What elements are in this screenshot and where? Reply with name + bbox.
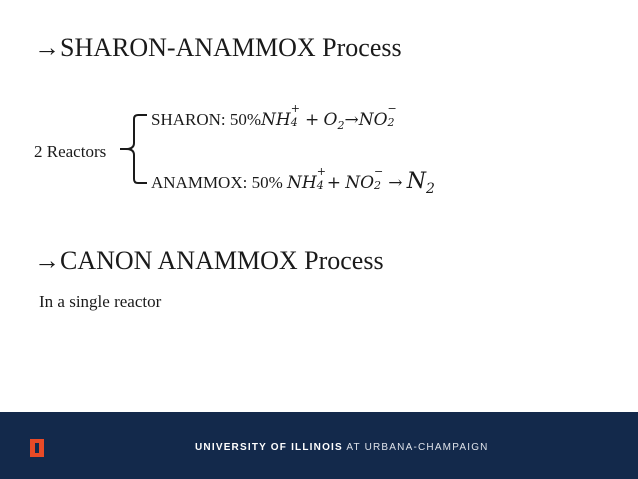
ammonium-symbol: NH bbox=[261, 110, 291, 130]
ammonium-charge: + bbox=[316, 165, 326, 178]
footer-band bbox=[0, 412, 638, 479]
sharon-equation bbox=[151, 102, 398, 137]
university-wordmark: UNIVERSITY OF ILLINOIS AT URBANA-CHAMPAIGN bbox=[195, 442, 489, 453]
reactors-label: 2 Reactors bbox=[34, 142, 107, 161]
plus-sign: + bbox=[326, 173, 341, 193]
reactor-bracket bbox=[112, 112, 152, 188]
nitrite-subscript: 2 bbox=[374, 179, 382, 192]
plus-sign: + bbox=[305, 110, 320, 130]
heading-sharon-anammox: →SHARON-ANAMMOX Process bbox=[34, 33, 402, 62]
ammonium-charge: + bbox=[290, 102, 300, 115]
oxygen-symbol: O bbox=[323, 110, 338, 130]
ammonium-symbol: NH bbox=[287, 173, 317, 193]
reaction-arrow: → bbox=[388, 173, 403, 193]
heading-canon-anammox: →CANON ANAMMOX Process bbox=[34, 246, 384, 275]
nitrite-charge: − bbox=[374, 165, 384, 178]
anammox-label: ANAMMOX: 50% bbox=[151, 173, 283, 192]
ammonium-subscript: 4 bbox=[316, 179, 324, 192]
nitrogen-subscript: 2 bbox=[426, 181, 435, 197]
anammox-equation bbox=[151, 165, 435, 200]
nitrite-charge: − bbox=[387, 102, 397, 115]
block-i-icon bbox=[30, 439, 44, 457]
nitrite-subscript: 2 bbox=[387, 116, 395, 129]
nitrite-symbol: NO bbox=[345, 173, 375, 193]
oxygen-subscript: 2 bbox=[337, 119, 345, 132]
single-reactor-text: In a single reactor bbox=[39, 292, 162, 311]
ammonium-subscript: 4 bbox=[290, 116, 298, 129]
nitrogen-symbol: N bbox=[406, 169, 427, 194]
reaction-arrow: → bbox=[344, 110, 359, 130]
sharon-label: SHARON: 50% bbox=[151, 110, 262, 129]
nitrite-symbol: NO bbox=[358, 110, 388, 130]
